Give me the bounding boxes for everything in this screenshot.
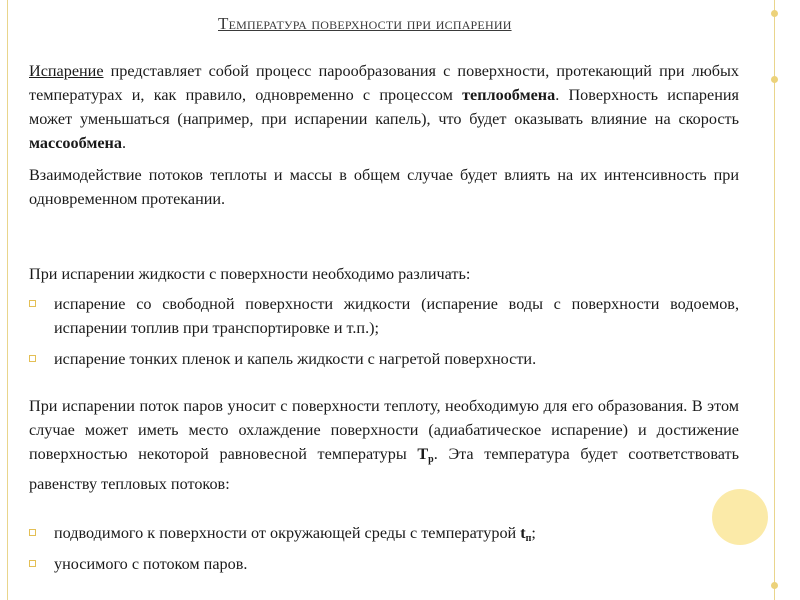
list-item: подводимого к поверхности от окружающей среды с температурой $t_п$; [29, 521, 739, 551]
term-heat-exchange: теплообмена [462, 86, 556, 104]
bullet-icon [29, 355, 36, 362]
decor-dot [771, 76, 778, 83]
symbol-tp: $T_р$ [417, 445, 434, 465]
symbol-tn: $t_п$ [520, 524, 532, 544]
bullet-icon [29, 529, 36, 536]
term-evaporation: Испарение [29, 62, 104, 80]
right-border-line [774, 0, 775, 600]
list-item: уносимого с потоком паров. [29, 552, 739, 576]
bullet-icon [29, 300, 36, 307]
page-title: Температура поверхности при испарении [218, 14, 512, 33]
paragraph-heat-flux: При испарении поток паров уносит с поверхности теплоту, необходимую для его образования. В этом случае может иметь место охлаждение поверхности (адиабатическое испарение) и достижение поверхностью некоторой равновесной температуры $T_р$. Эта температура будет соответствовать равенству тепловых потоков: [29, 397, 739, 493]
list-item: испарение со свободной поверхности жидкости (испарение воды с поверхности водоемов, испарении топлив при транспортировке и т.п.); [29, 292, 739, 340]
list-item: испарение тонких пленок и капель жидкости с нагретой поверхности. [29, 347, 739, 371]
paragraph-distinguish: При испарении жидкости с поверхности необходимо различать: [29, 265, 471, 283]
decor-dot [771, 10, 778, 17]
term-mass-exchange: массообмена [29, 134, 122, 152]
decor-dot [771, 582, 778, 589]
left-border-line [7, 0, 8, 600]
paragraph-evaporation: Испарение представляет собой процесс парообразования с поверхности, протекающий при любых температурах и, как правило, одновременно с процессом теплообмена. Поверхность испарения может уменьшаться (например, при испарении капель), что будет оказывать влияние на скорость массообмена. [29, 62, 739, 152]
bullet-icon [29, 560, 36, 567]
paragraph-interaction: Взаимодействие потоков теплоты и массы в общем случае будет влиять на их интенсивность при одновременном протекании. [29, 166, 739, 208]
